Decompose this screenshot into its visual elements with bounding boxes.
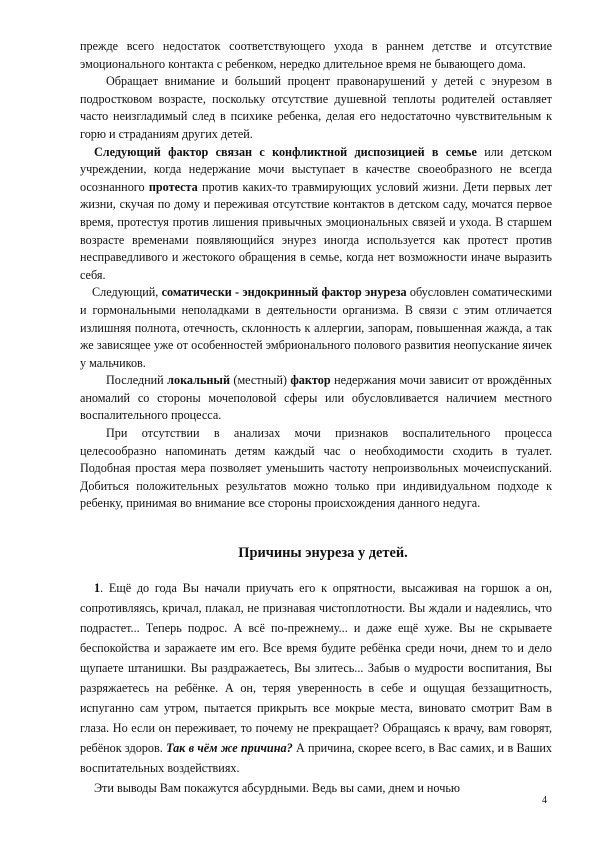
text-run: обусловлен соматическими и гормональными неполадками в деятельности организма. В связи с этим отличается излишняя полнота, отечность, склонность к аллергии, запорам, повышенная жажда, а так же зависящее уже от особенностей эмбрионального полового развития неопускание яичек у мальчиков. <box>80 285 552 370</box>
text-run: . Ещё до года Вы начали приучать его к опрятности, высаживая на горшок а он, сопротивляясь, кричал, плакал, не признавая чистоплотности. Вы ждали и надеялись, что подрастет... Теперь подрос. А всё по-прежнему... и даже ещё хуже. Вы не скрываете беспокойства и заражаете им его. Все время будите ребёнка среди ночи, днем то и дело щупаете штанишки. Вы раздражаетесь, Вы злитесь... Забыв о мудрости воспитания, Вы разряжаетесь на ребёнке. А он, теряя уверенность в себе и ощущая беззащитность, испуганно сам утром, пытается прикрыть все мокрые места, виновато смотрит Вам в глаза. Но если он переживает, то почему не прекращает? Обращаясь к врачу, вам говорят, ребёнок здоров. <box>80 581 552 756</box>
text-run: Следующий, <box>92 285 162 300</box>
text-run: А причина, скорее всего, в Вас самих, и в Ваших воспитательных воздействиях. <box>80 741 553 776</box>
text-run: против каких-то травмирующих условий жизни. Дети первых лет жизни, скучая по дому и переживая отсутствие контактов в детском саду, мочатся первое время, протестуя против лишения привычных эмоциональных связей и ухода. В старшем возрасте временами появляющийся энурез иногда используется как протест против несправедливого и жестокого обращения в семье, когда нет возможности иначе выразить себя. <box>80 179 552 282</box>
bold-italic-text: Так в чём же причина? <box>166 741 293 756</box>
section-heading: Причины энуреза у детей. <box>238 545 408 562</box>
paragraph-4 <box>80 284 552 372</box>
spacer <box>80 513 552 543</box>
page-text <box>80 38 552 798</box>
text-run: (местный) <box>229 373 291 388</box>
bold-text: протеста <box>148 179 198 194</box>
text-run: или детском учреждении, когда недержание мочи выступает в качестве своеобразного не всегда осознанного <box>80 144 552 194</box>
bold-text: соматически - эндокринный фактор энуреза <box>161 285 407 300</box>
text-run: недержания мочи зависит от врождённых аномалий со стороны мочеполовой сферы или обусловливается наличием местного воспалительного процесса. <box>80 373 552 423</box>
paragraph-8: Эти выводы Вам покажутся абсурдными. Ведь вы сами, днем и ночью <box>94 781 460 796</box>
paragraph-3 <box>80 144 552 285</box>
page-number: 4 <box>542 795 547 806</box>
bold-text: Следующий фактор связан с конфликтной диспозицией в семье <box>94 144 477 159</box>
paragraph-5 <box>80 372 552 425</box>
item-number: 1 <box>94 581 101 596</box>
bold-text: фактор <box>290 373 331 388</box>
bold-text: локальный <box>167 373 230 388</box>
paragraph-6: При отсутствии в анализах мочи признаков воспалительного процесса целесообразно напоминать детям каждый час о необходимости сходить в туалет. Подобная простая мера позволяет уменьшить частоту непроизвольных мочеиспусканий. Добиться положительных результатов можно только при индивидуальном подходе к ребенку, принимая во внимание все стороны происхождения данного недуга. <box>80 426 552 511</box>
paragraph-2: Обращает внимание и больший процент правонарушений у детей с энурезом в подростковом возрасте, поскольку отсутствие душевной теплоты родителей оставляет часто неизгладимый след в психике ребенка, делая его недостаточно чувствительным к горю и страданиям других детей. <box>80 74 552 141</box>
spacer <box>80 563 552 578</box>
paragraph-1: прежде всего недостаток соответствующего ухода в раннем детстве и отсутствие эмоционального контакта с ребенком, нередко длительное время не бывающего дома. <box>80 39 552 71</box>
text-run: Последний <box>106 373 168 388</box>
paragraph-7 <box>80 578 552 778</box>
